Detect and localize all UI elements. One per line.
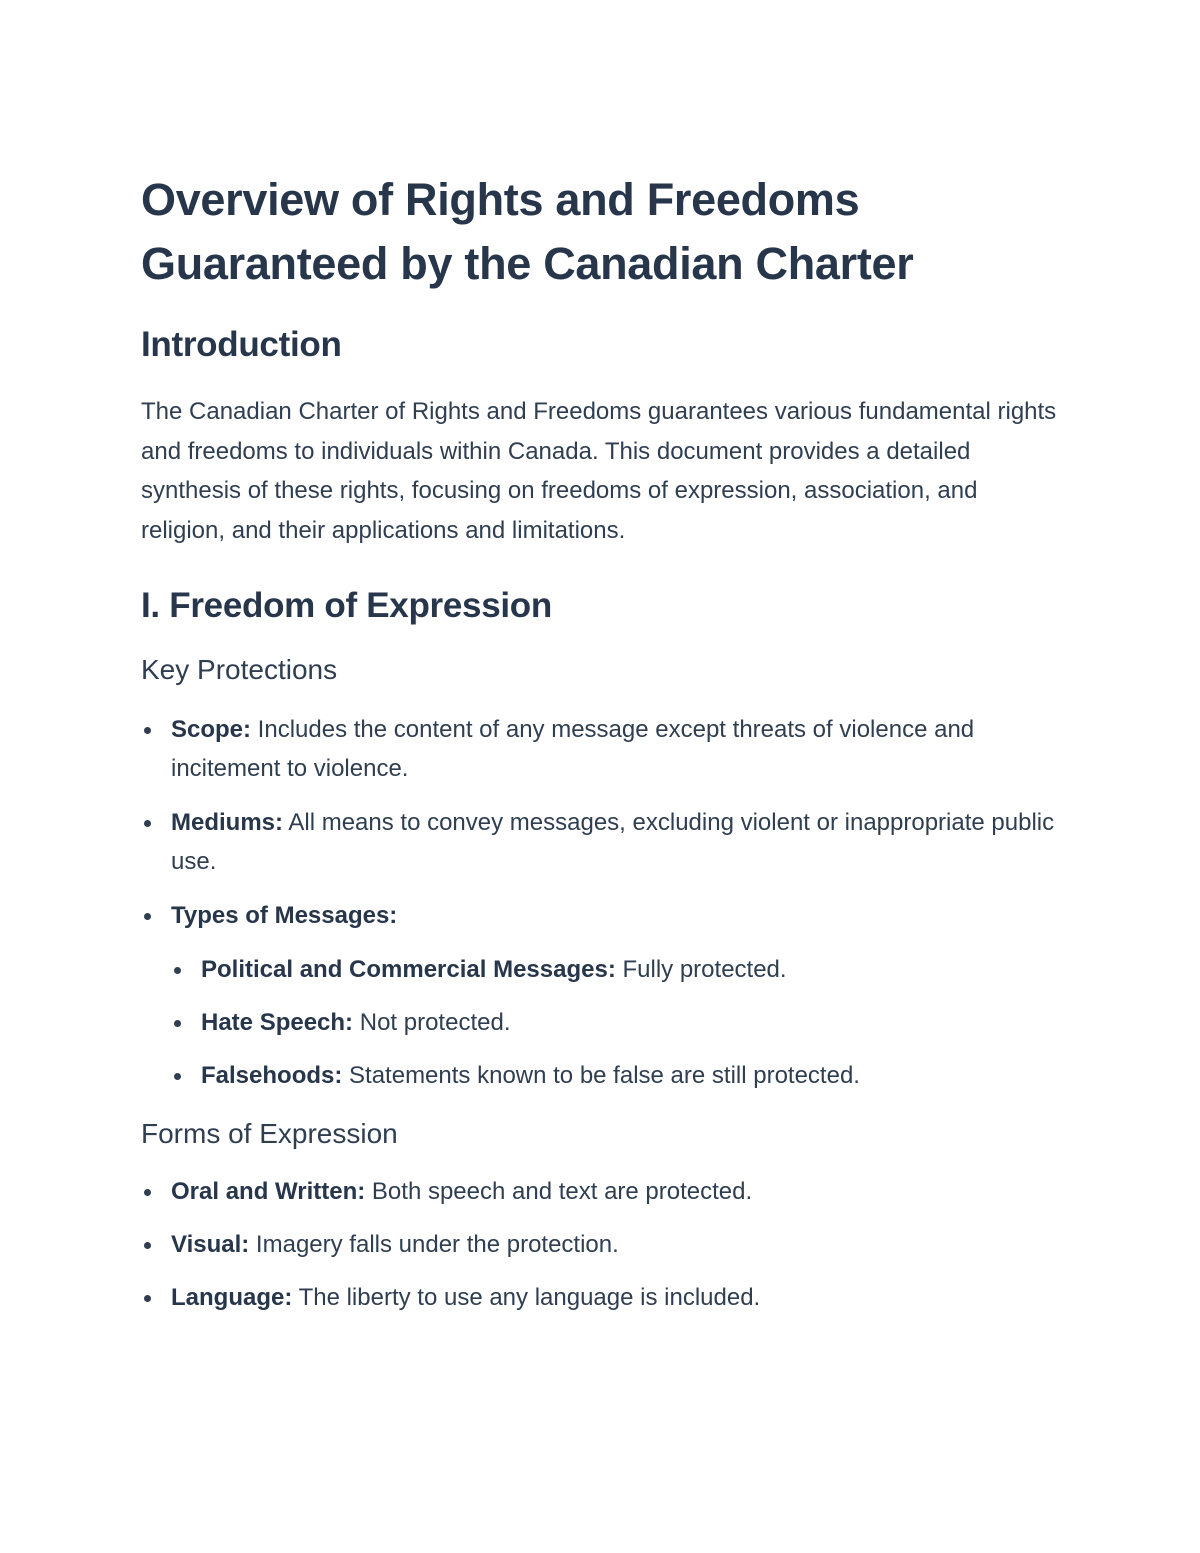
list-item-term: Types of Messages: xyxy=(171,902,398,929)
list-item-text: Includes the content of any message except threats of violence and incitement to violence. xyxy=(171,716,975,782)
subheading-forms-of-expression: Forms of Expression xyxy=(141,1118,398,1149)
nested-list-item xyxy=(141,1056,1061,1095)
list-item-term: Language: xyxy=(171,1284,293,1311)
list-item-text: Both speech and text are protected. xyxy=(365,1178,753,1205)
list-item-term: Political and Commercial Messages: xyxy=(201,956,616,983)
list-item xyxy=(141,1225,1061,1264)
list-item-text: The liberty to use any language is included. xyxy=(292,1284,761,1311)
nested-list-item xyxy=(141,1003,1061,1042)
list-item xyxy=(141,1172,1061,1211)
list-item-text: Statements known to be false are still protected. xyxy=(342,1062,860,1089)
list-item xyxy=(141,1278,1061,1317)
list-item-text: Imagery falls under the protection. xyxy=(249,1231,619,1258)
list-item-text: Fully protected. xyxy=(615,956,787,983)
list-item-text: Not protected. xyxy=(353,1009,511,1036)
bullet-icon xyxy=(174,967,181,974)
forms-of-expression-list xyxy=(141,1172,1061,1317)
list-item xyxy=(141,710,1061,788)
key-protections-list xyxy=(141,710,1061,1095)
list-item-term: Oral and Written: xyxy=(171,1178,366,1205)
bullet-icon xyxy=(144,820,151,827)
list-item-text: All means to convey messages, excluding violent or inappropriate public use. xyxy=(171,809,1055,875)
document-page xyxy=(141,168,1061,1317)
bullet-icon xyxy=(144,1242,151,1249)
list-item xyxy=(141,896,1061,935)
list-item-term: Visual: xyxy=(171,1231,250,1258)
bullet-icon xyxy=(144,1295,151,1302)
list-item-term: Hate Speech: xyxy=(201,1009,354,1036)
section-heading-freedom-of-expression: I. Freedom of Expression xyxy=(141,586,552,625)
subheading-key-protections: Key Protections xyxy=(141,654,338,685)
list-item-term: Falsehoods: xyxy=(201,1062,343,1089)
introduction-heading: Introduction xyxy=(141,325,342,364)
list-item-term: Scope: xyxy=(171,716,252,743)
list-item-term: Mediums: xyxy=(171,809,284,836)
introduction-paragraph: The Canadian Charter of Rights and Freedoms guarantees various fundamental rights and freedoms to individuals within Canada. This document provides a detailed synthesis of these rights, focusing on freedoms of expression, association, and religion, and their applications and limitations. xyxy=(141,398,1057,544)
bullet-icon xyxy=(174,1020,181,1027)
bullet-icon xyxy=(144,727,151,734)
page-title: Overview of Rights and Freedoms Guaranteed by the Canadian Charter xyxy=(141,174,914,289)
list-item xyxy=(141,803,1061,881)
bullet-icon xyxy=(144,1189,151,1196)
bullet-icon xyxy=(174,1073,181,1080)
bullet-icon xyxy=(144,913,151,920)
nested-list-item xyxy=(141,950,1061,989)
